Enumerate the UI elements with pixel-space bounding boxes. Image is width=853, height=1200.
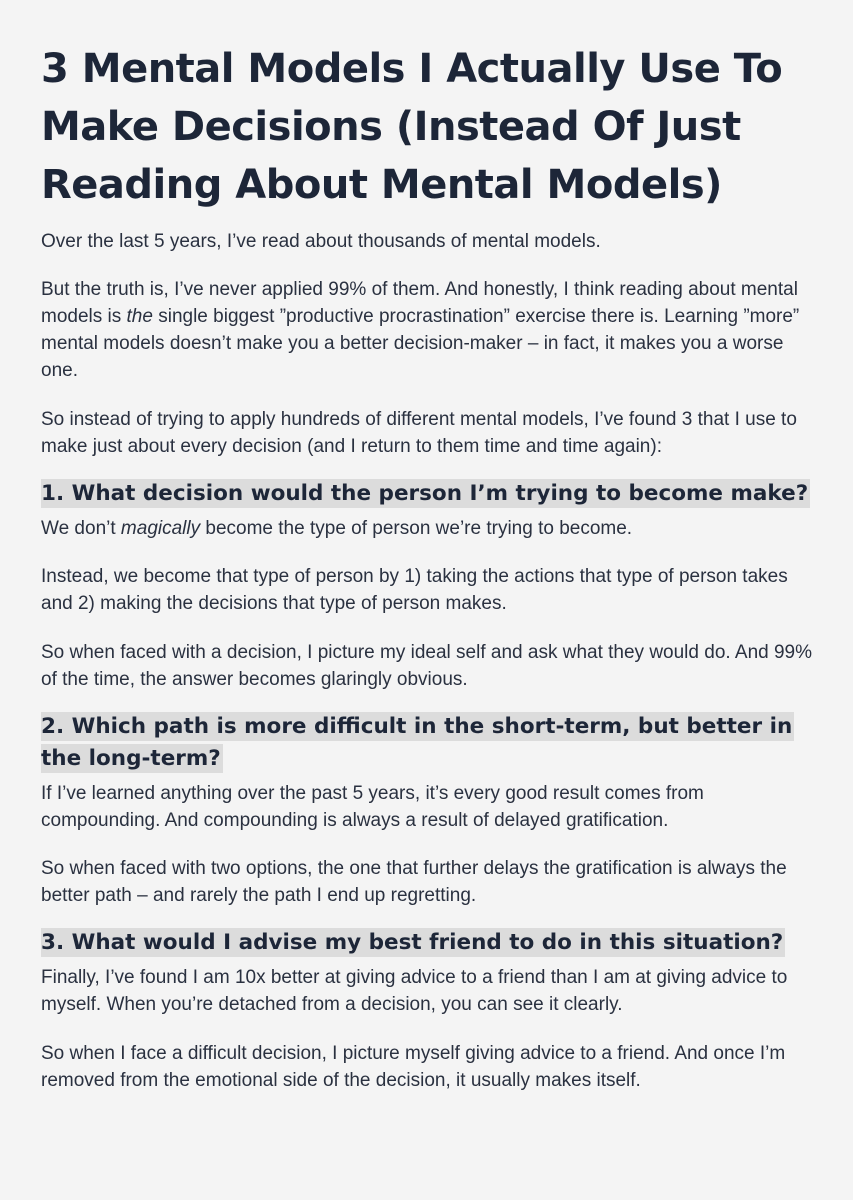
intro-paragraph-2 [41,276,821,384]
section-1-paragraph-3: So when faced with a decision, I picture my ideal self and ask what they would do. And 99% of the time, the answer becomes glaringly obvious. [41,642,813,690]
article-title: 3 Mental Models I Actually Use To Make Decisions (Instead Of Just Reading About Mental Models) [41,46,783,208]
intro-paragraph-2-emphasis: the [126,306,153,327]
section-1-paragraph-1-text-b: become the type of person we’re trying to become. [200,518,633,539]
section-3-paragraph-2: So when I face a difficult decision, I picture myself giving advice to a friend. And once I’m removed from the emotional side of the decision, it usually makes itself. [41,1043,786,1091]
intro-paragraph-2-text-a: But the truth is, I’ve never applied 99% of them. And honestly, I think reading about mental models is [41,279,798,327]
intro-paragraph-2-text-b: single biggest ”productive procrastination” exercise there is. Learning ”more” mental models doesn’t make you a better decision-maker – in fact, it makes you a worse one. [41,306,800,381]
section-1-heading: 1. What decision would the person I’m trying to become make? [41,481,809,506]
section-1-paragraph-2: Instead, we become that type of person by 1) taking the actions that type of person takes and 2) making the decisions that type of person makes. [41,566,788,614]
article [41,40,821,1094]
section-2-heading: 2. Which path is more difficult in the short-term, but better in the long-term? [41,714,793,771]
section-2-paragraph-1: If I’ve learned anything over the past 5 years, it’s every good result comes from compounding. And compounding is always a result of delayed gratification. [41,783,704,831]
section-1-paragraph-1 [41,515,821,542]
intro-paragraph-3: So instead of trying to apply hundreds of different mental models, I’ve found 3 that I use to make just about every decision (and I return to them time and time again): [41,409,797,457]
section-1-paragraph-1-emphasis: magically [120,518,201,539]
section-2-paragraph-2: So when faced with two options, the one that further delays the gratification is always the better path – and rarely the path I end up regretting. [41,858,787,906]
intro-paragraph-1: Over the last 5 years, I’ve read about thousands of mental models. [41,231,601,252]
section-1-paragraph-1-text-a: We don’t [41,518,121,539]
section-3-heading: 3. What would I advise my best friend to do in this situation? [41,930,784,955]
section-3-paragraph-1: Finally, I’ve found I am 10x better at giving advice to a friend than I am at giving advice to myself. When you’re detached from a decision, you can see it clearly. [41,967,788,1015]
